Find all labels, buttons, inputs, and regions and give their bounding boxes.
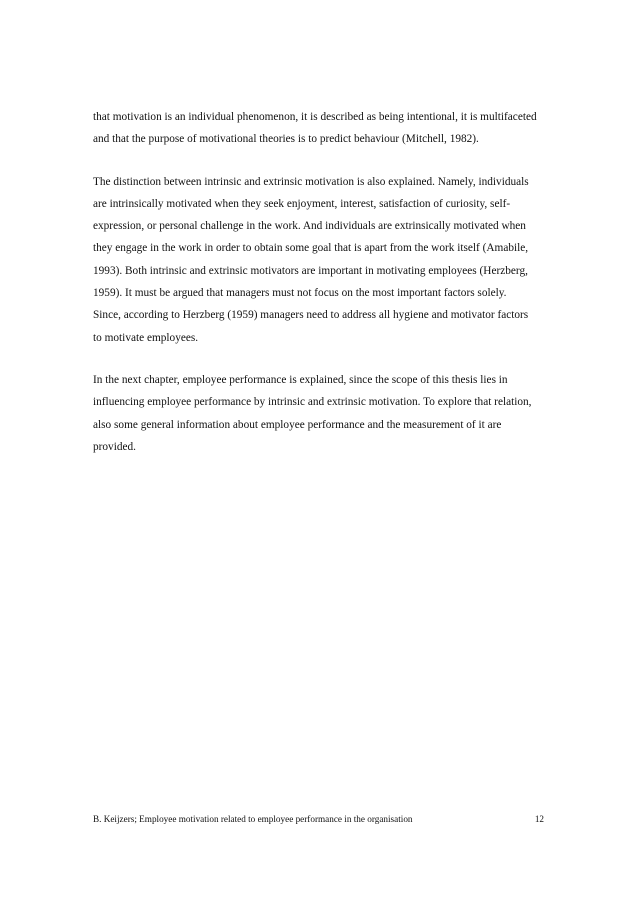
paragraph-next-chapter — [93, 369, 553, 458]
text-line: influencing employee performance by intrinsic and extrinsic motivation. To explore that relation, — [93, 396, 532, 409]
text-line: 1959). It must be argued that managers must not focus on the most important factors solely. — [93, 287, 507, 300]
text-line: also some general information about employee performance and the measurement of it are — [93, 418, 502, 431]
page-footer — [93, 813, 553, 825]
text-line: Since, according to Herzberg (1959) managers need to address all hygiene and motivator factors — [93, 309, 529, 322]
text-line: The distinction between intrinsic and extrinsic motivation is also explained. Namely, individuals — [93, 175, 529, 188]
text-line: that motivation is an individual phenomenon, it is described as being intentional, it is multifaceted — [93, 111, 537, 123]
text-line: are intrinsically motivated when they seek enjoyment, interest, satisfaction of curiosity, self- — [93, 197, 511, 210]
text-line: In the next chapter, employee performance is explained, since the scope of this thesis lies in — [93, 373, 508, 386]
body-text — [93, 106, 553, 478]
paragraph-motivation-summary — [93, 106, 553, 151]
text-line: to motivate employees. — [93, 331, 199, 344]
text-line: and that the purpose of motivational theories is to predict behaviour (Mitchell, 1982). — [93, 133, 479, 146]
footer-author-title: B. Keijzers; Employee motivation related to employee performance in the organisation — [93, 814, 413, 824]
text-line: they engage in the work in order to obtain some goal that is apart from the work itself (Amabile, — [93, 242, 529, 255]
text-line: expression, or personal challenge in the work. And individuals are extrinsically motivated when — [93, 220, 526, 233]
text-line: provided. — [93, 440, 136, 453]
text-line: 1993). Both intrinsic and extrinsic motivators are important in motivating employees (Herzberg, — [93, 264, 528, 277]
page-number: 12 — [534, 814, 544, 824]
paragraph-intrinsic-extrinsic — [93, 171, 553, 349]
